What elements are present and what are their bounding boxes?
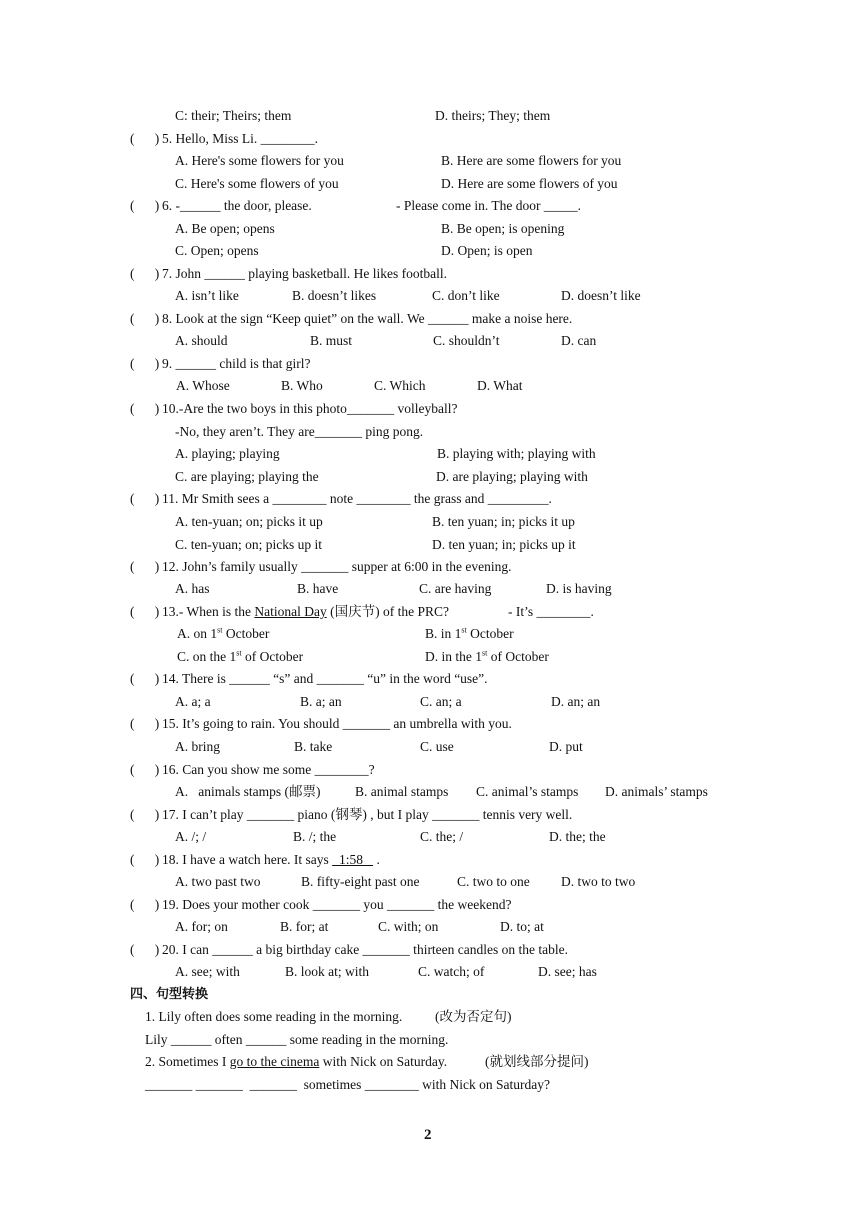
ordinal-suffix: st (236, 648, 242, 658)
option-d: D. two to two (561, 874, 636, 889)
option-c: C. are playing; playing the (175, 469, 319, 484)
option-a: A. has (175, 581, 210, 596)
option-c: C. watch; of (418, 964, 485, 979)
option-text: B. in 1 (425, 626, 462, 641)
option-d: D. are playing; playing with (436, 469, 588, 484)
option-c: C. are having (419, 581, 492, 596)
option-text: October (222, 626, 270, 641)
transform-sentence-1: 1. Lily often does some reading in the morning. (145, 1009, 403, 1024)
transform-answer-1[interactable]: Lily ______ often ______ some reading in the morning. (145, 1032, 449, 1047)
ordinal-suffix: st (461, 625, 467, 635)
question-6: 6. -______ the door, please. (162, 198, 312, 213)
underlined-phrase: National Day (254, 604, 327, 619)
answer-bracket[interactable]: ( ) (130, 852, 160, 867)
option-d: D. ten yuan; in; picks up it (432, 537, 576, 552)
question-18-part: . (373, 852, 380, 867)
ordinal-suffix: st (482, 648, 488, 658)
answer-bracket[interactable]: ( ) (130, 604, 160, 619)
option-a: A. isn’t like (175, 288, 239, 303)
option-d: D. an; an (551, 694, 601, 709)
option-a: A. for; on (175, 919, 228, 934)
option-b: B. for; at (280, 919, 329, 934)
option-d: D. is having (546, 581, 612, 596)
option-b: B. animal stamps (355, 784, 449, 799)
option-c: C. the; / (420, 829, 464, 844)
ordinal-suffix: st (217, 625, 223, 635)
question-19: 19. Does your mother cook _______ you _______ the weekend? (162, 897, 512, 912)
option-c (177, 649, 303, 665)
answer-bracket[interactable]: ( ) (130, 401, 160, 416)
question-7: 7. John ______ playing basketball. He likes football. (162, 266, 447, 281)
transform-instruction-1: (改为否定句) (435, 1009, 512, 1024)
option-d: D. animals’ stamps (605, 784, 708, 799)
option-c: C: their; Theirs; them (175, 108, 292, 123)
option-a: A. two past two (175, 874, 261, 889)
option-a: A. bring (175, 739, 220, 754)
answer-bracket[interactable]: ( ) (130, 311, 160, 326)
option-a: A. see; with (175, 964, 240, 979)
question-15: 15. It’s going to rain. You should _______ an umbrella with you. (162, 716, 512, 731)
question-18 (162, 852, 380, 868)
answer-bracket[interactable]: ( ) (130, 716, 160, 731)
option-d: D. theirs; They; them (435, 108, 551, 123)
option-b: B. ten yuan; in; picks it up (432, 514, 575, 529)
option-c: C. with; on (378, 919, 439, 934)
answer-bracket[interactable]: ( ) (130, 491, 160, 506)
question-13-reply: - It’s ________. (508, 604, 594, 619)
option-a (177, 626, 269, 642)
option-text: A. on 1 (177, 626, 218, 641)
question-8: 8. Look at the sign “Keep quiet” on the wall. We ______ make a noise here. (162, 311, 573, 326)
underlined-time: 1:58 (332, 852, 374, 867)
question-18-part: 18. I have a watch here. It says (162, 852, 333, 867)
option-text: October (466, 626, 514, 641)
answer-bracket[interactable]: ( ) (130, 131, 160, 146)
option-text: C. on the 1 (177, 649, 237, 664)
underlined-phrase: go to the cinema (229, 1054, 320, 1069)
option-b: B. doesn’t likes (292, 288, 377, 303)
sentence-part: 2. Sometimes I (145, 1054, 230, 1069)
option-b: B. take (294, 739, 333, 754)
answer-bracket[interactable]: ( ) (130, 266, 160, 281)
option-b: B. Here are some flowers for you (441, 153, 622, 168)
option-b (425, 626, 514, 642)
option-a: A. animals stamps (邮票) (175, 784, 321, 799)
option-d: D. Open; is open (441, 243, 533, 258)
option-text: of October (487, 649, 549, 664)
option-text: D. in the 1 (425, 649, 482, 664)
option-c: C. an; a (420, 694, 462, 709)
transform-answer-2[interactable]: _______ _______ _______ sometimes ________ with Nick on Saturday? (145, 1077, 550, 1092)
transform-instruction-2: (就划线部分提问) (485, 1054, 589, 1069)
option-a: A. playing; playing (175, 446, 280, 461)
page-number: 2 (424, 1127, 432, 1143)
question-17: 17. I can’t play _______ piano (钢琴) , but I play _______ tennis very well. (162, 807, 573, 822)
transform-sentence-2 (145, 1054, 447, 1070)
option-b: B. look at; with (285, 964, 369, 979)
option-c: C. don’t like (432, 288, 500, 303)
option-c: C. animal’s stamps (476, 784, 579, 799)
option-c: C. two to one (457, 874, 530, 889)
option-b: B. must (310, 333, 353, 348)
option-b: B. fifty-eight past one (301, 874, 420, 889)
question-10-reply: -No, they aren’t. They are_______ ping pong. (175, 424, 424, 439)
option-a: A. Here's some flowers for you (175, 153, 344, 168)
option-a: A. ten-yuan; on; picks it up (175, 514, 323, 529)
answer-bracket[interactable]: ( ) (130, 942, 160, 957)
answer-bracket[interactable]: ( ) (130, 559, 160, 574)
option-b: B. Be open; is opening (441, 221, 565, 236)
option-c: C. ten-yuan; on; picks up it (175, 537, 322, 552)
question-10: 10.-Are the two boys in this photo_______ volleyball? (162, 401, 458, 416)
answer-bracket[interactable]: ( ) (130, 897, 160, 912)
option-text: of October (241, 649, 304, 664)
question-20: 20. I can ______ a big birthday cake _______ thirteen candles on the table. (162, 942, 569, 957)
option-d: D. can (561, 333, 597, 348)
option-c: C. Which (374, 378, 426, 393)
question-14: 14. There is ______ “s” and _______ “u” in the word “use”. (162, 671, 488, 686)
option-b: B. /; the (293, 829, 337, 844)
option-d: D. Here are some flowers of you (441, 176, 618, 191)
option-a: A. Whose (176, 378, 230, 393)
section-title: 四、句型转换 (130, 987, 209, 1002)
option-c: C. shouldn’t (433, 333, 500, 348)
answer-bracket[interactable]: ( ) (130, 198, 160, 213)
question-5: 5. Hello, Miss Li. ________. (162, 131, 319, 146)
option-b: B. Who (281, 378, 323, 393)
option-d: D. put (549, 739, 583, 754)
option-d (425, 649, 549, 665)
answer-bracket[interactable]: ( ) (130, 807, 160, 822)
option-c: C. Here's some flowers of you (175, 176, 339, 191)
option-b: B. have (297, 581, 339, 596)
option-a: A. /; / (175, 829, 207, 844)
option-b: B. playing with; playing with (437, 446, 596, 461)
question-9: 9. ______ child is that girl? (162, 356, 311, 371)
option-c: C. use (420, 739, 454, 754)
option-d: D. the; the (549, 829, 606, 844)
option-d: D. to; at (500, 919, 544, 934)
sentence-part: with Nick on Saturday. (319, 1054, 448, 1069)
answer-bracket[interactable]: ( ) (130, 762, 160, 777)
option-b: B. a; an (300, 694, 342, 709)
option-d: D. doesn’t like (561, 288, 641, 303)
option-a: A. should (175, 333, 228, 348)
question-13-part: 13.- When is the (162, 604, 255, 619)
question-13 (162, 604, 449, 620)
question-12: 12. John’s family usually _______ supper at 6:00 in the evening. (162, 559, 512, 574)
option-a: A. a; a (175, 694, 211, 709)
question-16: 16. Can you show me some ________? (162, 762, 375, 777)
option-a: A. Be open; opens (175, 221, 275, 236)
option-c: C. Open; opens (175, 243, 259, 258)
answer-bracket[interactable]: ( ) (130, 356, 160, 371)
option-d: D. What (477, 378, 523, 393)
question-11: 11. Mr Smith sees a ________ note ________ the grass and _________. (162, 491, 552, 506)
option-d: D. see; has (538, 964, 597, 979)
question-6-reply: - Please come in. The door _____. (396, 198, 581, 213)
answer-bracket[interactable]: ( ) (130, 671, 160, 686)
question-13-part: (国庆节) of the PRC? (326, 604, 449, 619)
